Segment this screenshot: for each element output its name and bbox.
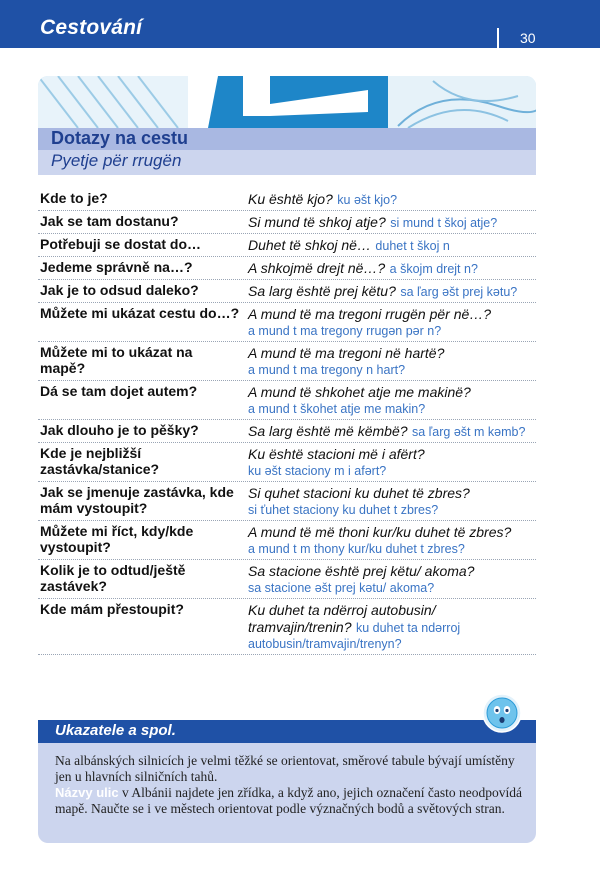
albanian-phrase: Sa larg është më këmbë? <box>248 423 408 439</box>
czech-phrase: Kde mám přestoupit? <box>40 601 184 617</box>
section-title: Cestování <box>40 16 143 39</box>
phrase-row <box>38 599 536 655</box>
czech-phrase: Můžete mi to ukázat na mapě? <box>40 344 193 376</box>
banner-photo <box>38 76 536 128</box>
phrase-row <box>38 342 536 381</box>
czech-phrase: Jak se tam dostanu? <box>40 213 179 229</box>
info-box-title: Ukazatele a spol. <box>55 722 176 739</box>
albanian-phrase: Si quhet stacioni ku duhet të zbres? <box>248 485 470 501</box>
phrase-row <box>38 381 536 420</box>
title-czech: Dotazy na cestu <box>51 128 189 148</box>
czech-phrase: Kde je nejbližší zastávka/stanice? <box>40 445 160 477</box>
albanian-phrase: A mund të ma tregoni rrugën për në…? <box>248 306 492 322</box>
phrase-row <box>38 482 536 521</box>
pronunciation: ku duhet ta ndərroj autobusin/tramvajin/trenyn? <box>248 621 461 651</box>
czech-phrase: Můžete mi ukázat cestu do…? <box>40 305 240 321</box>
albanian-phrase: Duhet të shkoj në… <box>248 237 371 253</box>
albanian-phrase: A mund të ma tregoni në hartë? <box>248 345 445 361</box>
info-highlight: Názvy ulic <box>55 785 119 800</box>
info-text-2: v Albánii najdete jen zřídka, a když ano, jejich označení často neodpovídá mapě. Naučte se i ve městech orientovat podle význačných bodů a světových stran. <box>55 785 522 816</box>
albanian-phrase: A mund të shkohet atje me makinë? <box>248 384 471 400</box>
header-bar <box>0 0 600 48</box>
albanian-phrase: Sa stacione është prej këtu/ akoma? <box>248 563 475 579</box>
title-box <box>38 128 536 175</box>
czech-phrase: Kolik je to odtud/ještě zastávek? <box>40 562 186 594</box>
albanian-phrase: Si mund të shkoj atje? <box>248 214 386 230</box>
phrase-row <box>38 188 536 211</box>
phrase-row <box>38 560 536 599</box>
phrase-row <box>38 280 536 303</box>
czech-phrase: Jak dlouho je to pěšky? <box>40 422 199 438</box>
albanian-phrase: A mund të më thoni kur/ku duhet të zbres? <box>248 524 512 540</box>
info-box-header <box>38 720 536 743</box>
albanian-phrase: A shkojmë drejt në…? <box>248 260 386 276</box>
czech-phrase: Můžete mi říct, kdy/kde vystoupit? <box>40 523 194 555</box>
pronunciation: ku əšt staciony m i afərt? <box>248 464 387 478</box>
phrase-row <box>38 211 536 234</box>
pronunciation: a mund t ma tregony rrugən pər n? <box>248 324 442 338</box>
czech-phrase: Kde to je? <box>40 190 108 206</box>
phrase-row <box>38 443 536 482</box>
czech-phrase: Potřebuji se dostat do… <box>40 236 202 252</box>
pronunciation: duhet t škoj n <box>375 239 450 253</box>
czech-phrase: Jedeme správně na…? <box>40 259 193 275</box>
page-number: 30 <box>520 30 536 46</box>
albanian-phrase: Ku është kjo? <box>248 191 333 207</box>
pronunciation: sa stacione əšt prej kətu/ akoma? <box>248 581 435 595</box>
phrase-row <box>38 303 536 342</box>
czech-phrase: Jak se jmenuje zastávka, kde mám vystoupit? <box>40 484 234 516</box>
pronunciation: ku əšt kjo? <box>337 193 398 207</box>
phrase-row <box>38 257 536 280</box>
pronunciation: sa ľarg əšt m kəmb? <box>411 425 526 439</box>
pronunciation: a mund t ma tregony n hart? <box>248 363 406 377</box>
phrase-row <box>38 234 536 257</box>
surprised-smiley-icon <box>482 693 522 733</box>
pronunciation: a škojm drejt n? <box>389 262 478 276</box>
phrase-row <box>38 521 536 560</box>
pronunciation: sa ľarg əšt prej kətu? <box>400 285 518 299</box>
czech-phrase: Dá se tam dojet autem? <box>40 383 198 399</box>
albanian-phrase: Ku duhet ta ndërroj autobusin/ tramvajin/trenin? <box>248 602 436 635</box>
pronunciation: a mund t m thony kur/ku duhet t zbres? <box>248 542 465 556</box>
title-albanian: Pyetje për rrugën <box>51 151 182 170</box>
info-text-1: Na albánských silnicích je velmi těžké se orientovat, směrové tabule bývají umístěny jen u hlavních silničních tahů. <box>55 753 515 784</box>
header-divider <box>497 28 499 50</box>
phrase-table <box>38 188 536 655</box>
pronunciation: si ťuhet staciony ku duhet t zbres? <box>248 503 439 517</box>
info-box-text <box>55 753 525 817</box>
albanian-phrase: Sa larg është prej këtu? <box>248 283 396 299</box>
info-box <box>38 743 536 843</box>
phrase-row <box>38 420 536 443</box>
pronunciation: a mund t škohet atje me makin? <box>248 402 426 416</box>
pronunciation: si mund t škoj atje? <box>390 216 498 230</box>
albanian-phrase: Ku është stacioni më i afërt? <box>248 446 425 462</box>
czech-phrase: Jak je to odsud daleko? <box>40 282 199 298</box>
